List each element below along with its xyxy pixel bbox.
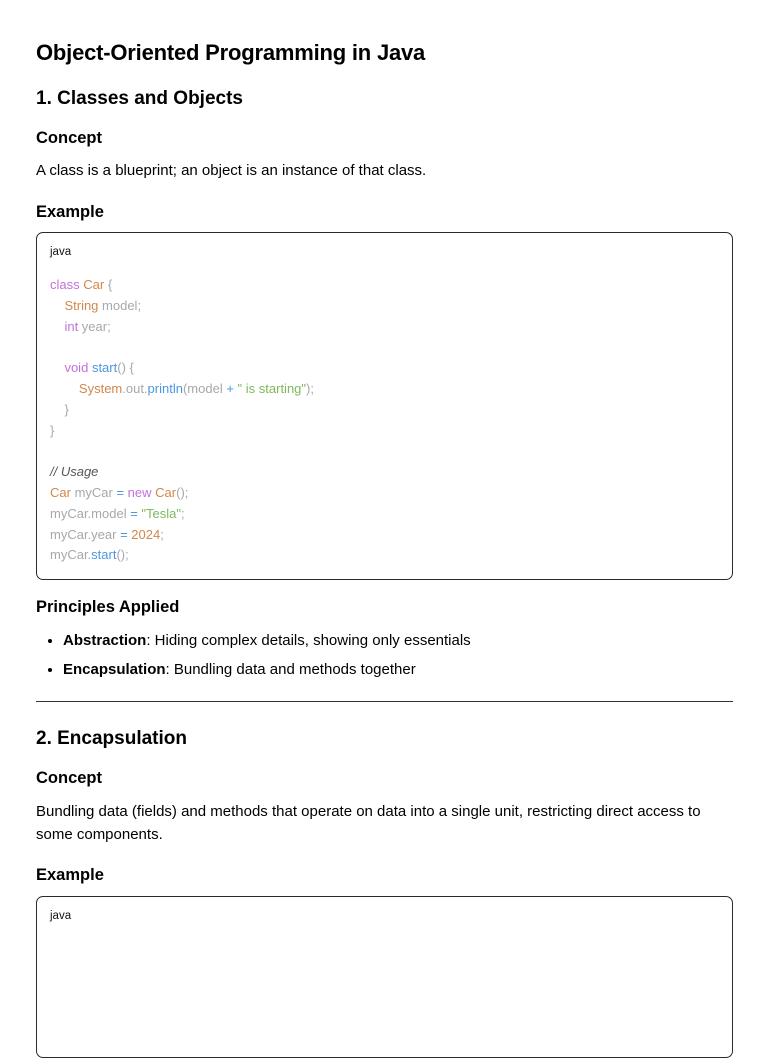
code-token: );: [306, 380, 314, 396]
code-token: year;: [78, 318, 111, 334]
code-token: void: [64, 360, 89, 376]
code-token: (model: [182, 380, 227, 396]
code-line: [50, 400, 314, 421]
code-token: }: [50, 422, 55, 438]
code-line: [50, 358, 314, 379]
section-heading-classes-objects: 1. Classes and Objects: [36, 88, 243, 109]
code-token: {: [104, 277, 113, 292]
principle-desc: : Bundling data and methods together: [165, 661, 416, 678]
code-token: class: [50, 277, 80, 292]
section-divider: [36, 701, 733, 702]
code-token: String: [64, 297, 99, 313]
code-token: Car: [83, 277, 105, 292]
code-token: new: [127, 484, 152, 500]
code-line: [50, 545, 314, 566]
code-token: ();: [116, 547, 129, 563]
code-line: [50, 421, 314, 442]
code-token: start: [91, 547, 117, 563]
code-token: myCar.year: [50, 526, 121, 542]
code-line: [50, 462, 314, 483]
code-line: [50, 441, 314, 462]
code-token: [50, 381, 79, 396]
example-heading: Example: [36, 866, 104, 884]
code-token: myCar.: [50, 547, 92, 563]
code-language-label: java: [50, 910, 72, 922]
code-token: [50, 360, 64, 375]
code-token: "Tesla": [141, 505, 181, 521]
code-token: }: [50, 401, 69, 417]
code-line: [50, 525, 314, 546]
code-token: " is starting": [237, 380, 307, 396]
section-heading-encapsulation: 2. Encapsulation: [36, 728, 187, 749]
concept-heading: Concept: [36, 769, 102, 787]
code-token: =: [120, 526, 128, 542]
principles-list: [36, 626, 733, 684]
page-title: Object-Oriented Programming in Java: [36, 40, 426, 65]
code-token: Car: [50, 484, 71, 500]
code-token: ();: [176, 484, 189, 500]
code-token: start: [91, 360, 118, 376]
code-block[interactable]: [36, 896, 733, 1058]
code-token: [50, 319, 64, 334]
code-line: [50, 296, 314, 317]
concept-text: A class is a blueprint; an object is an instance of that class.: [36, 162, 427, 179]
code-token: println: [147, 380, 183, 396]
concept-text: Bundling data (fields) and methods that operate on data into a single unit, restricting direct access to some components.: [36, 803, 701, 843]
code-token: +: [226, 380, 234, 396]
code-line: [50, 379, 314, 400]
principle-desc: : Hiding complex details, showing only essentials: [146, 632, 471, 649]
list-item: [63, 626, 733, 655]
code-token: =: [130, 505, 138, 521]
code-token: 2024: [131, 526, 161, 542]
code-line: [50, 504, 314, 525]
code-line: [50, 337, 314, 358]
code-token: [50, 298, 64, 313]
code-token: System: [78, 380, 123, 396]
code-language-label: java: [50, 246, 72, 258]
example-heading: Example: [36, 203, 104, 221]
principles-heading: Principles Applied: [36, 598, 180, 616]
code-block[interactable]: [36, 232, 733, 580]
code-token: model;: [98, 297, 142, 313]
code-token: ;: [181, 505, 185, 521]
code-token: =: [116, 484, 125, 500]
code-token: myCar.model: [50, 505, 131, 521]
code-content: [50, 275, 314, 566]
code-line: [50, 317, 314, 338]
code-token: () {: [117, 360, 134, 376]
code-token: int: [64, 318, 79, 334]
principle-term: Encapsulation: [63, 661, 166, 678]
code-line: [50, 483, 314, 504]
code-token: // Usage: [50, 464, 99, 480]
code-token: Car: [155, 484, 177, 500]
principle-term: Abstraction: [63, 632, 147, 649]
code-token: .out.: [122, 380, 148, 396]
code-token: ;: [160, 526, 164, 542]
list-item: [63, 655, 733, 684]
code-line: [50, 275, 314, 296]
concept-heading: Concept: [36, 129, 102, 147]
code-token: myCar: [70, 484, 117, 500]
